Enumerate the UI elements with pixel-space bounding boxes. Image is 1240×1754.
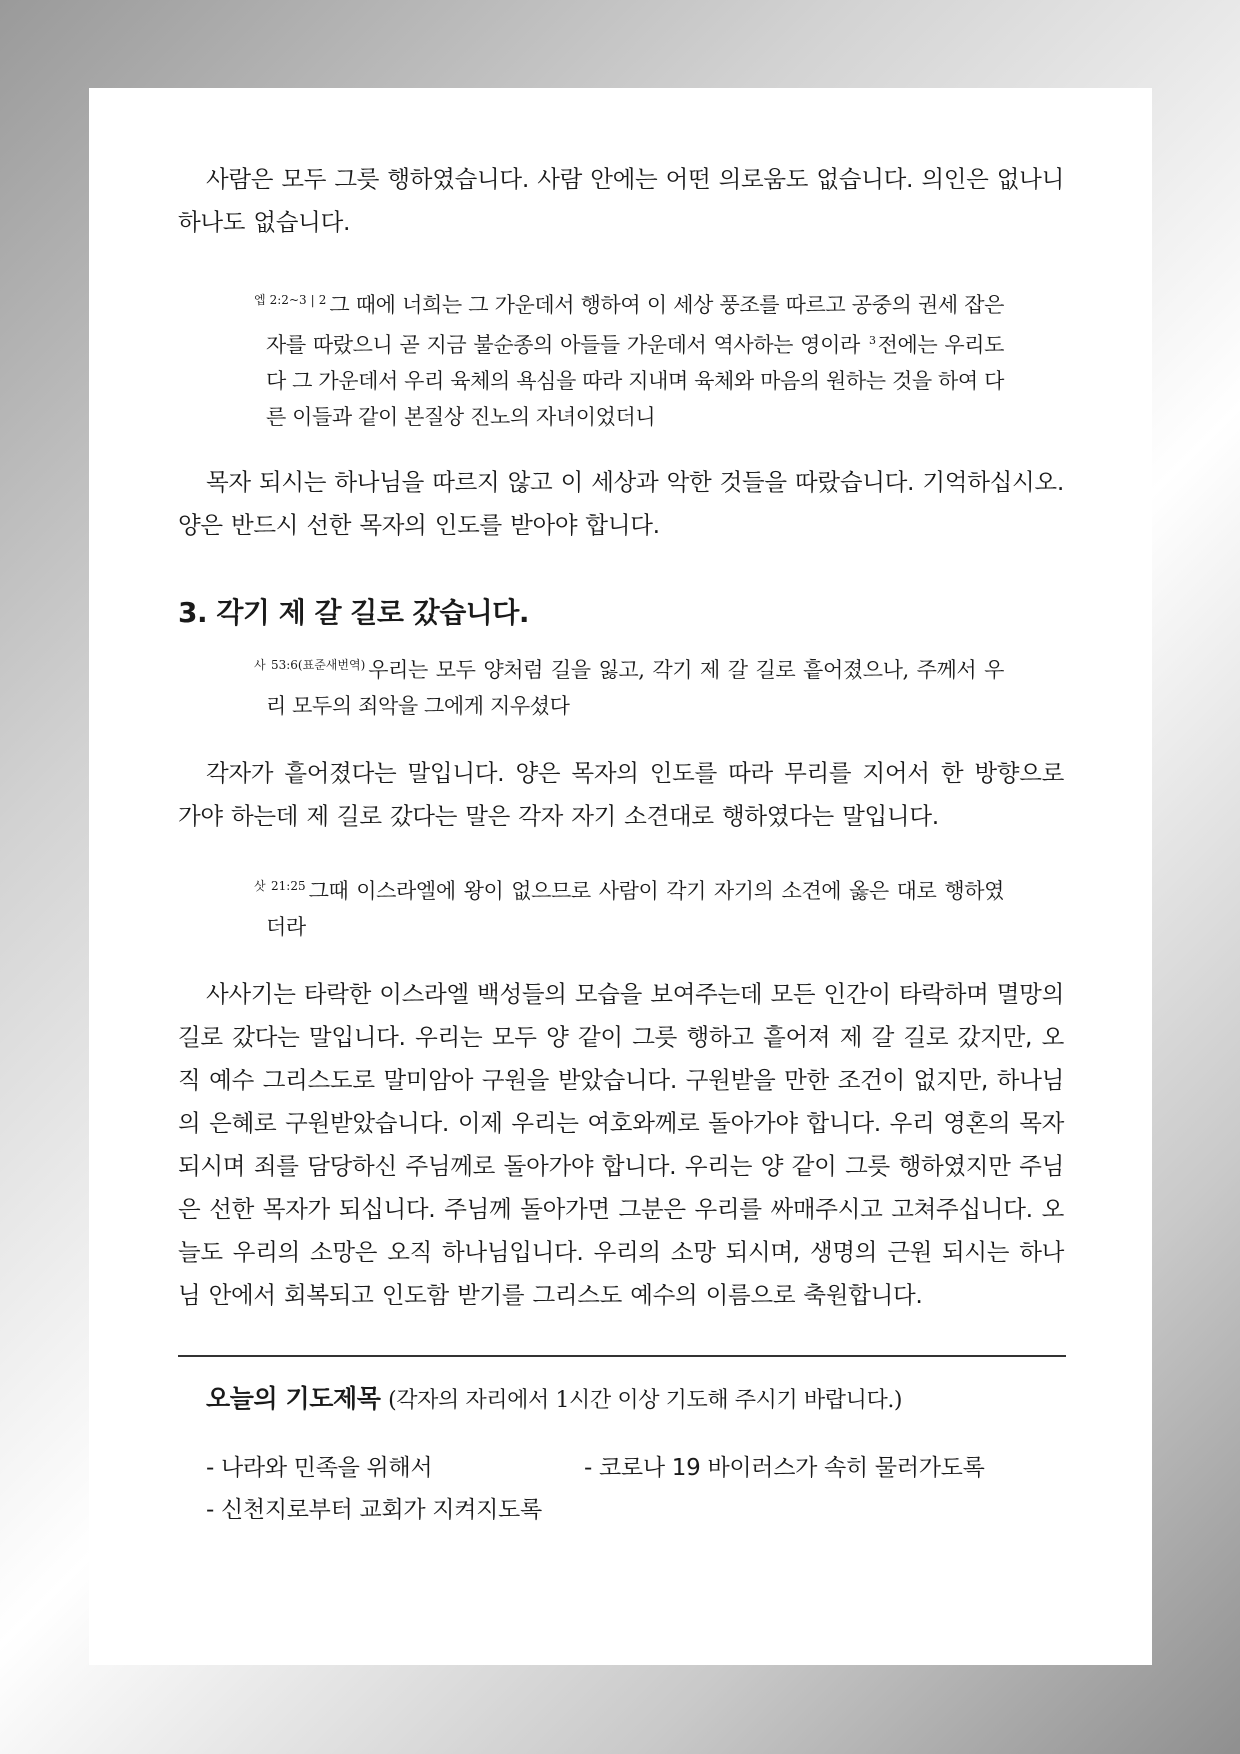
- verse-number: 3: [868, 334, 876, 347]
- prayer-item: - 나라와 민족을 위해서: [206, 1455, 433, 1481]
- prayer-items: [206, 1449, 1064, 1539]
- verse-reference: 사 53:6(표준새번역): [254, 658, 366, 672]
- prayer-title-note: (각자의 자리에서 1시간 이상 기도해 주시기 바랍니다.): [388, 1388, 903, 1413]
- verse-text: 전에는 우리도 다 그 가운데서 우리 육체의 욕심을 따라 지내며 육체와 마음의 원하는 것을 하여 다른 이들과 같이 본질상 진노의 자녀이었더니: [266, 333, 1005, 429]
- section-heading: 3. 각기 제 갈 길로 갔습니다.: [178, 596, 529, 629]
- verse-text: 그 때에 너희는 그 가운데서 행하여 이 세상 풍조를 따르고 공중의 권세 잡은 자를 따랐으니 곧 지금 불순종의 아들들 가운데서 역사하는 영이라: [266, 293, 1005, 357]
- verse-text: 우리는 모두 양처럼 길을 잃고, 각기 제 갈 길로 흩어졌으나, 주께서 우리 모두의 죄악을 그에게 지우셨다: [266, 658, 1004, 718]
- document-page: [89, 88, 1152, 1665]
- verse-isaiah: [254, 647, 1004, 724]
- divider: [178, 1355, 1066, 1357]
- paragraph-4: 사사기는 타락한 이스라엘 백성들의 모습을 보여주는데 모든 인간이 타락하며 멸망의 길로 갔다는 말입니다. 우리는 모두 양 같이 그릇 행하고 흩어져 제 갈 길로 갔지만, 오직 예수 그리스도로 말미암아 구원을 받았습니다. 구원받을 만한 조건이 없지만, 하나님의 은혜로 구원받았습니다. 이제 우리는 여호와께로 돌아가야 합니다. 우리 영혼의 목자 되시며 죄를 담당하신 주님께로 돌아가야 합니다. 우리는 양 같이 그릇 행하였지만 주님은 선한 목자가 되십니다. 주님께 돌아가면 그분은 우리를 싸매주시고 고쳐주십니다. 오늘도 우리의 소망은 오직 하나님입니다. 우리의 소망 되시며, 생명의 근원 되시는 하나님 안에서 회복되고 인도함 받기를 그리스도 예수의 이름으로 축원합니다.: [178, 980, 1064, 1309]
- verse-reference: 엡 2:2~3 | 2: [254, 293, 327, 307]
- paragraph-3: 각자가 흩어졌다는 말입니다. 양은 목자의 인도를 따라 무리를 지어서 한 방향으로 가야 하는데 제 길로 갔다는 말은 각자 자기 소견대로 행하였다는 말입니다.: [178, 759, 1064, 830]
- paragraph-2: 목자 되시는 하나님을 따르지 않고 이 세상과 악한 것들을 따랐습니다. 기억하십시오. 양은 반드시 선한 목자의 인도를 받아야 합니다.: [178, 468, 1064, 539]
- page-content: [178, 158, 1064, 1539]
- verse-reference: 삿 21:25: [254, 879, 306, 893]
- verse-text: 그때 이스라엘에 왕이 없으므로 사람이 각기 자기의 소견에 옳은 대로 행하였더라: [266, 879, 1004, 939]
- prayer-item: - 신천지로부터 교회가 지켜지도록: [206, 1497, 542, 1523]
- prayer-title-label: 오늘의 기도제목: [206, 1384, 381, 1413]
- paragraph-1: 사람은 모두 그릇 행하였습니다. 사람 안에는 어떤 의로움도 없습니다. 의인은 없나니 하나도 없습니다.: [178, 165, 1064, 236]
- prayer-title: [206, 1379, 1064, 1415]
- verse-judges: [254, 868, 1004, 945]
- prayer-item: - 코로나 19 바이러스가 속히 물러가도록: [584, 1455, 985, 1481]
- verse-ephesians: [254, 282, 1004, 435]
